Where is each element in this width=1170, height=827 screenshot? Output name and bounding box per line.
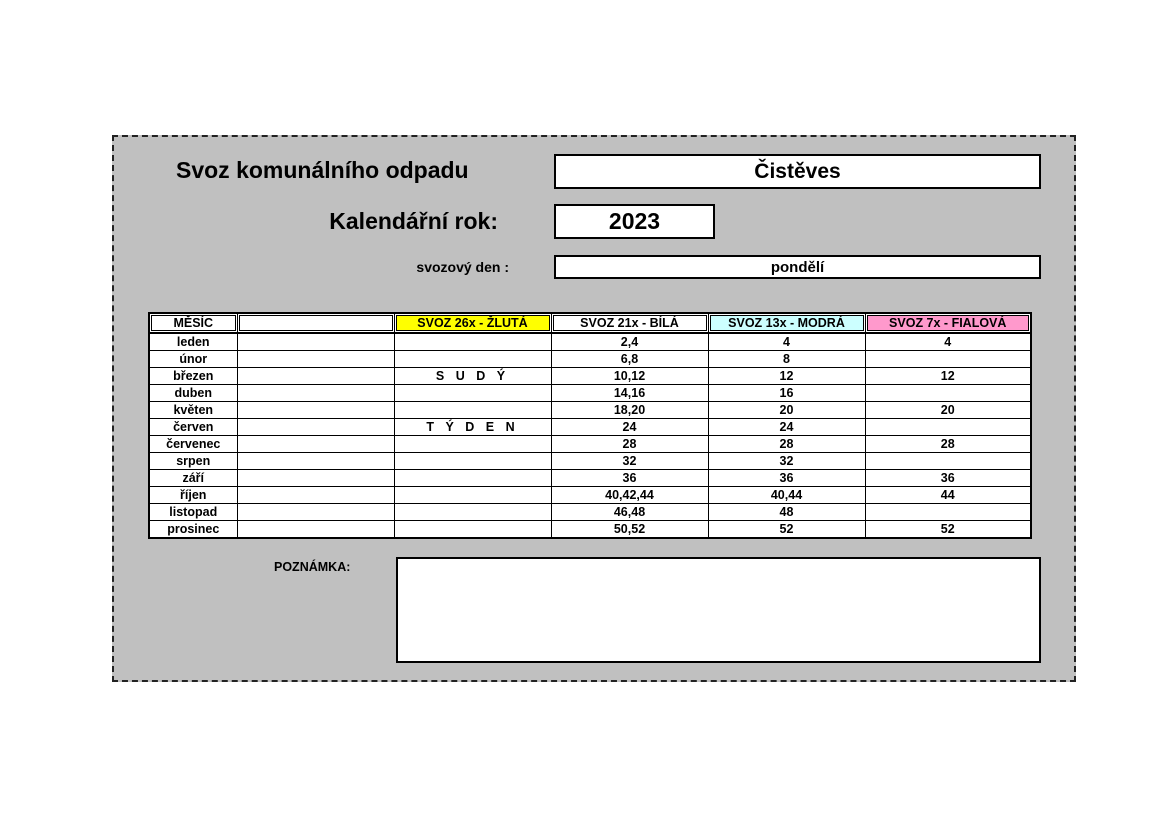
table-cell [237,402,394,419]
month-cell: únor [149,351,237,368]
table-cell: 28 [551,436,708,453]
table-row [149,333,1031,351]
table-cell: 46,48 [551,504,708,521]
table-cell [394,521,551,539]
table-cell: 44 [865,487,1031,504]
column-header-label: SVOZ 7x - FIALOVÁ [867,315,1030,331]
month-cell: listopad [149,504,237,521]
table-cell: 6,8 [551,351,708,368]
column-header-label: SVOZ 21x - BÍLÁ [553,315,707,331]
place-field[interactable]: Čistěves [554,154,1041,189]
column-header-label: SVOZ 26x - ŽLUTÁ [396,315,550,331]
table-row [149,419,1031,436]
month-cell: srpen [149,453,237,470]
month-cell: květen [149,402,237,419]
table-row [149,521,1031,539]
table-cell [394,351,551,368]
table-cell [865,453,1031,470]
month-cell: červen [149,419,237,436]
table-cell: 28 [865,436,1031,453]
table-row [149,470,1031,487]
table-cell [394,402,551,419]
table-cell [394,333,551,351]
table-row [149,385,1031,402]
table-cell [394,385,551,402]
table-cell: 24 [551,419,708,436]
calendar-sheet [112,135,1076,682]
column-header [237,313,394,333]
collection-table [148,312,1032,539]
table-cell: 40,44 [708,487,865,504]
column-header [708,313,865,333]
month-cell: duben [149,385,237,402]
month-cell: leden [149,333,237,351]
column-header [551,313,708,333]
table-cell: 50,52 [551,521,708,539]
month-cell: prosinec [149,521,237,539]
table-cell [237,419,394,436]
table-cell: 36 [551,470,708,487]
note-field[interactable] [396,557,1041,663]
table-cell: T Ý D E N [394,419,551,436]
table-cell: 52 [708,521,865,539]
table-cell: S U D Ý [394,368,551,385]
table-row [149,436,1031,453]
table-row [149,453,1031,470]
table-cell [394,487,551,504]
table-cell: 16 [708,385,865,402]
table-cell: 4 [708,333,865,351]
column-header-label [239,315,393,331]
table-cell [237,470,394,487]
collection-day-label: svozový den : [416,259,509,275]
table-cell: 48 [708,504,865,521]
table-cell [237,453,394,470]
table-cell [394,470,551,487]
table-cell: 14,16 [551,385,708,402]
table-cell: 40,42,44 [551,487,708,504]
table-cell [237,368,394,385]
table-cell [865,385,1031,402]
table-cell [237,385,394,402]
table-cell: 28 [708,436,865,453]
table-cell: 52 [865,521,1031,539]
table-row [149,368,1031,385]
table-cell [237,351,394,368]
table-cell: 20 [865,402,1031,419]
month-cell: říjen [149,487,237,504]
table-cell: 36 [865,470,1031,487]
table-header-row [149,313,1031,333]
column-header [865,313,1031,333]
table-cell: 32 [551,453,708,470]
table-cell [237,504,394,521]
month-cell: září [149,470,237,487]
table-cell [394,436,551,453]
collection-day-field[interactable]: pondělí [554,255,1041,279]
table-row [149,402,1031,419]
year-field[interactable]: 2023 [554,204,715,239]
table-row [149,487,1031,504]
table-cell [394,453,551,470]
table-cell [394,504,551,521]
table-cell: 2,4 [551,333,708,351]
table-cell: 24 [708,419,865,436]
table-cell: 36 [708,470,865,487]
column-header-label: MĚSÍC [151,315,236,331]
table-cell: 8 [708,351,865,368]
table-cell: 32 [708,453,865,470]
table-cell: 12 [865,368,1031,385]
table-cell [865,351,1031,368]
table-cell [865,419,1031,436]
table-cell [237,333,394,351]
table-cell: 18,20 [551,402,708,419]
note-label: POZNÁMKA: [274,560,351,574]
table-cell [865,504,1031,521]
table-cell [237,521,394,539]
table-cell: 10,12 [551,368,708,385]
column-header [394,313,551,333]
month-cell: březen [149,368,237,385]
table-cell [237,436,394,453]
month-cell: červenec [149,436,237,453]
column-header-label: SVOZ 13x - MODRÁ [710,315,864,331]
column-header [149,313,237,333]
table-cell: 20 [708,402,865,419]
table-row [149,351,1031,368]
table-cell [237,487,394,504]
table-cell: 12 [708,368,865,385]
page-title: Svoz komunálního odpadu [176,157,469,183]
year-label: Kalendářní rok: [329,208,498,234]
table-row [149,504,1031,521]
table-cell: 4 [865,333,1031,351]
